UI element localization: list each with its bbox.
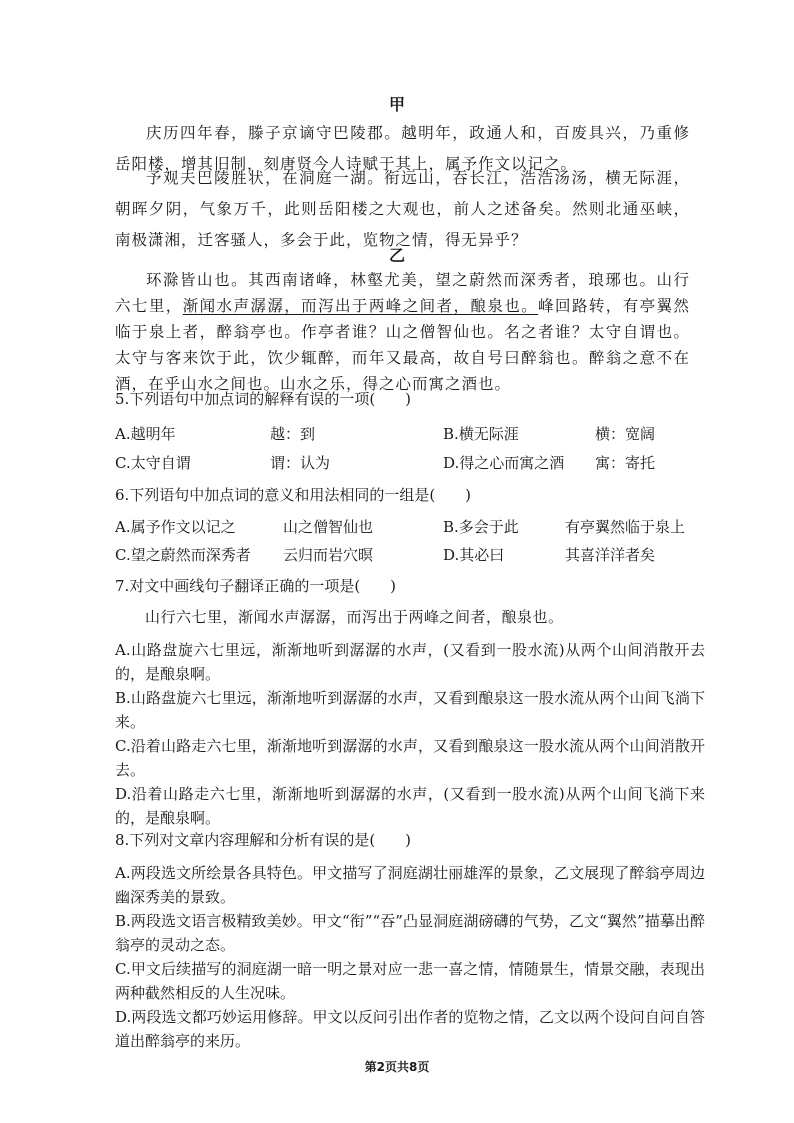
underlined-sentence: 渐闻水声潺潺，而泻出于两峰之间者，酿泉也。	[182, 297, 539, 315]
q6-option-b-second: 有亭翼然临于泉上	[565, 518, 686, 536]
q6-option-d-first: D.其必曰	[443, 546, 505, 564]
q6-option-c-second: 云归而岩穴暝	[283, 546, 374, 564]
passage-b-text-end: 峰回路转，有亭翼然临于泉上者，醉翁亭也。作亭者谁？山之僧智仙也。名之者谁？太守自谓也。太守与客来饮于此，饮少辄醉，而年又最高，故自号曰醉翁也。醉翁之意不在酒，在乎山水之间也。山水之乐，得之心而寓之酒也。	[115, 297, 690, 393]
q5-option-d-gloss: 寓：寄托	[595, 454, 656, 472]
q5-option-a-phrase: A.越明年	[115, 425, 176, 443]
question-6-row-cd	[115, 544, 705, 568]
q6-option-c-first: C.望之蔚然而深秀者	[115, 546, 251, 564]
question-6-row-ab	[115, 516, 705, 540]
q5-option-c-gloss: 谓：认为	[270, 454, 331, 472]
q5-option-a-gloss: 越：到	[270, 425, 316, 443]
passage-a-paragraph-1: 庆历四年春，滕子京谪守巴陵郡。越明年，政通人和，百废具兴，乃重修岳阳楼，增其旧制，刻唐贤今人诗赋于其上，属予作文以记之。	[115, 124, 690, 173]
question-5-stem: 5.下列语句中加点词的解释有误的一项( )	[115, 390, 412, 408]
question-5-row-ab	[115, 423, 705, 447]
question-8-stem: 8.下列对文章内容理解和分析有误的是( )	[115, 831, 412, 849]
q5-option-d-phrase: D.得之心而寓之酒	[443, 454, 565, 472]
passage-a-title: 甲	[388, 95, 405, 114]
q7-option-d: D.沿着山路走六七里，渐渐地听到潺潺的水声，(又看到一股水流)从两个山间飞淌下来的，是酿泉啊。	[115, 785, 705, 827]
question-7-stem: 7.对文中画线句子翻译正确的一项是( )	[115, 577, 397, 595]
page-number-footer: 第2页共8页	[364, 1060, 430, 1074]
q7-option-c: C.沿着山路走六七里，渐渐地听到潺潺的水声，又看到酿泉这一股水流从两个山间消散开去。	[115, 737, 705, 779]
q5-option-b-gloss: 横：宽阔	[595, 425, 656, 443]
q7-option-b: B.山路盘旋六七里远，渐渐地听到潺潺的水声，又看到酿泉这一股水流从两个山间飞淌下来。	[115, 689, 705, 731]
q5-option-b-phrase: B.横无际涯	[443, 425, 519, 443]
q8-option-b: B.两段选文语言极精致美妙。甲文“衔”“吞”凸显洞庭湖磅礴的气势，乙文“翼然”描摹出醉翁亭的灵动之态。	[115, 912, 705, 954]
passage-a-paragraph-2: 予观夫巴陵胜状，在洞庭一湖。衔远山，吞长江，浩浩汤汤，横无际涯，朝晖夕阴，气象万千，此则岳阳楼之大观也，前人之述备矣。然则北通巫峡，南极潇湘，迁客骚人，多会于此，览物之情，得无异乎？	[115, 169, 690, 249]
question-6-stem: 6.下列语句中加点词的意义和用法相同的一组是( )	[115, 486, 472, 504]
q8-option-c: C.甲文后续描写的洞庭湖一暗一明之景对应一悲一喜之情，情随景生，情景交融，表现出两种截然相反的人生况味。	[115, 960, 705, 1002]
q5-option-c-phrase: C.太守自谓	[115, 454, 191, 472]
q6-option-a-first: A.属予作文以记之	[115, 518, 236, 536]
q7-option-a: A.山路盘旋六七里远，渐渐地听到潺潺的水声，(又看到一股水流)从两个山间消散开去的，是酿泉啊。	[115, 641, 705, 683]
question-5-row-cd	[115, 452, 705, 476]
q6-option-b-first: B.多会于此	[443, 518, 519, 536]
passage-b-title: 乙	[388, 246, 405, 265]
question-7-quoted-sentence: 山行六七里，渐闻水声潺潺，而泻出于两峰之间者，酿泉也。	[145, 608, 564, 626]
q6-option-a-second: 山之僧智仙也	[283, 518, 374, 536]
q6-option-d-second: 其喜洋洋者矣	[565, 546, 656, 564]
passage-b-paragraph	[115, 267, 690, 397]
q8-option-a: A.两段选文所绘景各具特色。甲文描写了洞庭湖壮丽雄浑的景象，乙文展现了醉翁亭周边幽深秀美的景致。	[115, 864, 705, 906]
passage-b-text-start: 环滁皆山也。其西南诸峰，林壑尤美，望之蔚然而深秀者，琅琊也。山行六七里，	[115, 271, 690, 315]
q8-option-d: D.两段选文都巧妙运用修辞。甲文以反问引出作者的览物之情，乙文以两个设问自问自答道出醉翁亭的来历。	[115, 1008, 705, 1050]
